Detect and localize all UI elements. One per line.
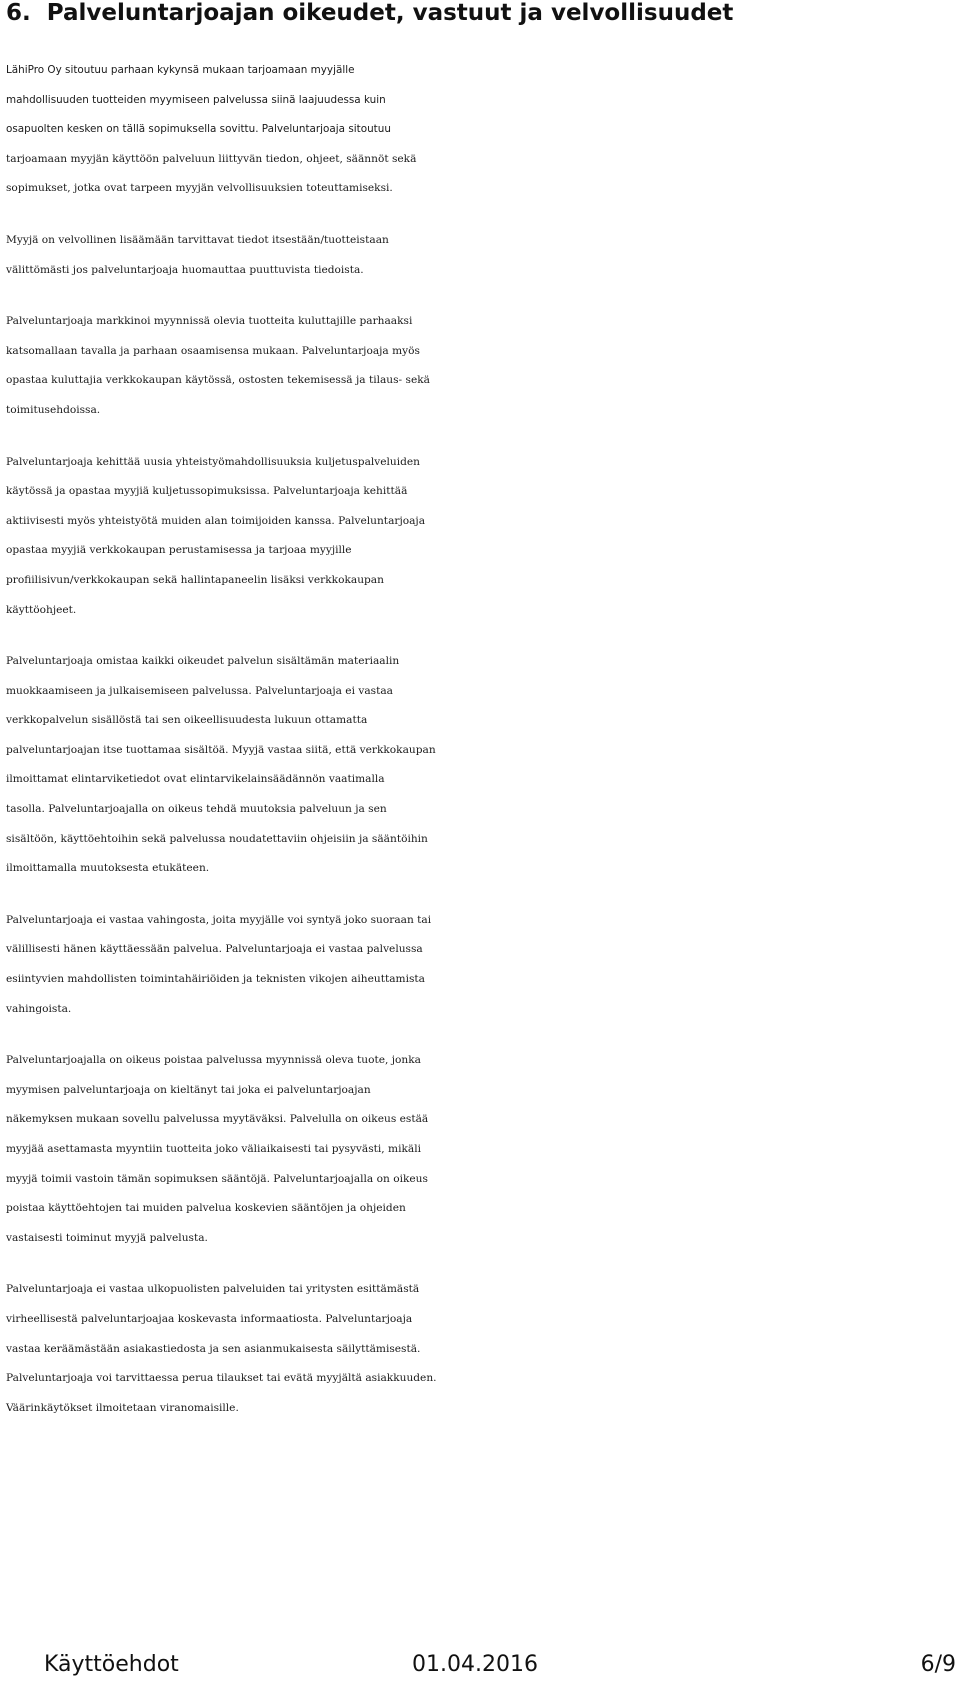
text-line: virheellisestä palveluntarjoajaa koskevasta informaatiosta. Palveluntarjoaja [6,1312,413,1325]
footer-date: 01.04.2016 [412,1652,538,1677]
text-line: vastaa keräämästään asiakastiedosta ja sen asianmukaisesta säilyttämisestä. [6,1342,421,1355]
text-line: tarjoamaan myyjän käyttöön palveluun liittyvän tiedon, ohjeet, säännöt sekä [6,152,417,165]
text-line: myyjä toimii vastoin tämän sopimuksen sääntöjä. Palveluntarjoajalla on oikeus [6,1172,428,1185]
text-line: LähiPro Oy sitoutuu parhaan kykynsä mukaan tarjoamaan myyjälle [6,64,355,76]
paragraph-product-removal [6,1046,956,1253]
text-line: näkemyksen mukaan sovellu palvelussa myytäväksi. Palvelulla on oikeus estää [6,1113,429,1126]
text-line: opastaa myyjiä verkkokaupan perustamisessa ja tarjoaa myyjille [6,544,352,557]
text-line: Palveluntarjoaja omistaa kaikki oikeudet palvelun sisältämän materiaalin [6,655,400,668]
text-line: profiilisivun/verkkokaupan sekä hallintapaneelin lisäksi verkkokaupan [6,573,384,586]
text-line: vastaisesti toiminut myyjä palvelusta. [6,1231,208,1244]
text-line: vahingoista. [6,1002,72,1015]
page-footer [0,1648,960,1682]
paragraph-marketing [6,307,956,425]
text-line: opastaa kuluttajia verkkokaupan käytössä, ostosten tekemisessä ja tilaus- sekä [6,374,430,387]
document-body [6,56,956,1445]
text-line: Myyjä on velvollinen lisäämään tarvittavat tiedot itsestään/tuotteistaan [6,233,389,246]
section-title: Palveluntarjoajan oikeudet, vastuut ja velvollisuudet [46,0,734,26]
text-line: sopimukset, jotka ovat tarpeen myyjän velvollisuuksien toteuttamiseksi. [6,182,393,195]
section-number: 6. [6,0,31,26]
paragraph-cooperation [6,448,956,626]
text-line: tasolla. Palveluntarjoajalla on oikeus tehdä muutoksia palveluun ja sen [6,803,387,816]
text-line: Palveluntarjoaja ei vastaa ulkopuolisten palveluiden tai yritysten esittämästä [6,1283,420,1296]
paragraph-liability [6,906,956,1024]
text-line: sisältöön, käyttöehtoihin sekä palvelussa noudatettaviin ohjeisiin ja sääntöihin [6,832,428,845]
text-line: Väärinkäytökset ilmoitetaan viranomaisille. [6,1401,239,1414]
text-line: käyttöohjeet. [6,603,77,616]
text-line: välittömästi jos palveluntarjoaja huomauttaa puuttuvista tiedoista. [6,263,364,276]
paragraph-information [6,1275,956,1423]
text-line: esiintyvien mahdollisten toimintahäiriöiden ja teknisten vikojen aiheuttamista [6,973,425,986]
paragraph-seller-obligation [6,226,956,285]
paragraph-commitment [6,56,956,204]
footer-page-number: 6/9 [920,1652,956,1677]
text-line: Palveluntarjoaja voi tarvittaessa perua tilaukset tai evätä myyjältä asiakkuuden. [6,1372,437,1385]
text-line: poistaa käyttöehtojen tai muiden palvelua koskevien sääntöjen ja ohjeiden [6,1202,406,1215]
text-line: mahdollisuuden tuotteiden myymiseen palvelussa siinä laajuudessa kuin [6,93,386,106]
text-line: myyjää asettamasta myyntiin tuotteita joko väliaikaisesti tai pysyvästi, mikäli [6,1143,421,1155]
text-line: toimitusehdoissa. [6,403,101,416]
footer-document-name: Käyttöehdot [44,1652,179,1677]
section-heading [6,0,733,28]
text-line: ilmoittamat elintarviketiedot ovat elintarvikelainsäädännön vaatimalla [6,773,385,786]
text-line: Palveluntarjoaja ei vastaa vahingosta, joita myyjälle voi syntyä joko suoraan tai [6,913,432,926]
text-line: myymisen palveluntarjoaja on kieltänyt tai joka ei palveluntarjoajan [6,1083,371,1096]
text-line: osapuolten kesken on tällä sopimuksella sovittu. Palveluntarjoaja sitoutuu [6,123,391,136]
text-line: ilmoittamalla muutoksesta etukäteen. [6,862,210,875]
text-line: palveluntarjoajan itse tuottamaa sisältöä. Myyjä vastaa siitä, että verkkokaupan [6,743,436,756]
text-line: käytössä ja opastaa myyjiä kuljetussopimuksissa. Palveluntarjoaja kehittää [6,485,408,498]
text-line: aktiivisesti myös yhteistyötä muiden alan toimijoiden kanssa. Palveluntarjoaja [6,514,426,527]
text-line: katsomallaan tavalla ja parhaan osaamisensa mukaan. Palveluntarjoaja myös [6,344,420,357]
text-line: Palveluntarjoaja markkinoi myynnissä olevia tuotteita kuluttajille parhaaksi [6,315,413,328]
text-line: Palveluntarjoajalla on oikeus poistaa palvelussa myynnissä oleva tuote, jonka [6,1054,421,1067]
text-line: verkkopalvelun sisällöstä tai sen oikeellisuudesta lukuun ottamatta [6,714,368,727]
text-line: Palveluntarjoaja kehittää uusia yhteistyömahdollisuuksia kuljetuspalveluiden [6,455,421,468]
text-line: välillisesti hänen käyttäessään palvelua. Palveluntarjoaja ei vastaa palvelussa [6,943,423,956]
text-line: muokkaamiseen ja julkaisemiseen palvelussa. Palveluntarjoaja ei vastaa [6,684,393,697]
paragraph-rights [6,647,956,884]
